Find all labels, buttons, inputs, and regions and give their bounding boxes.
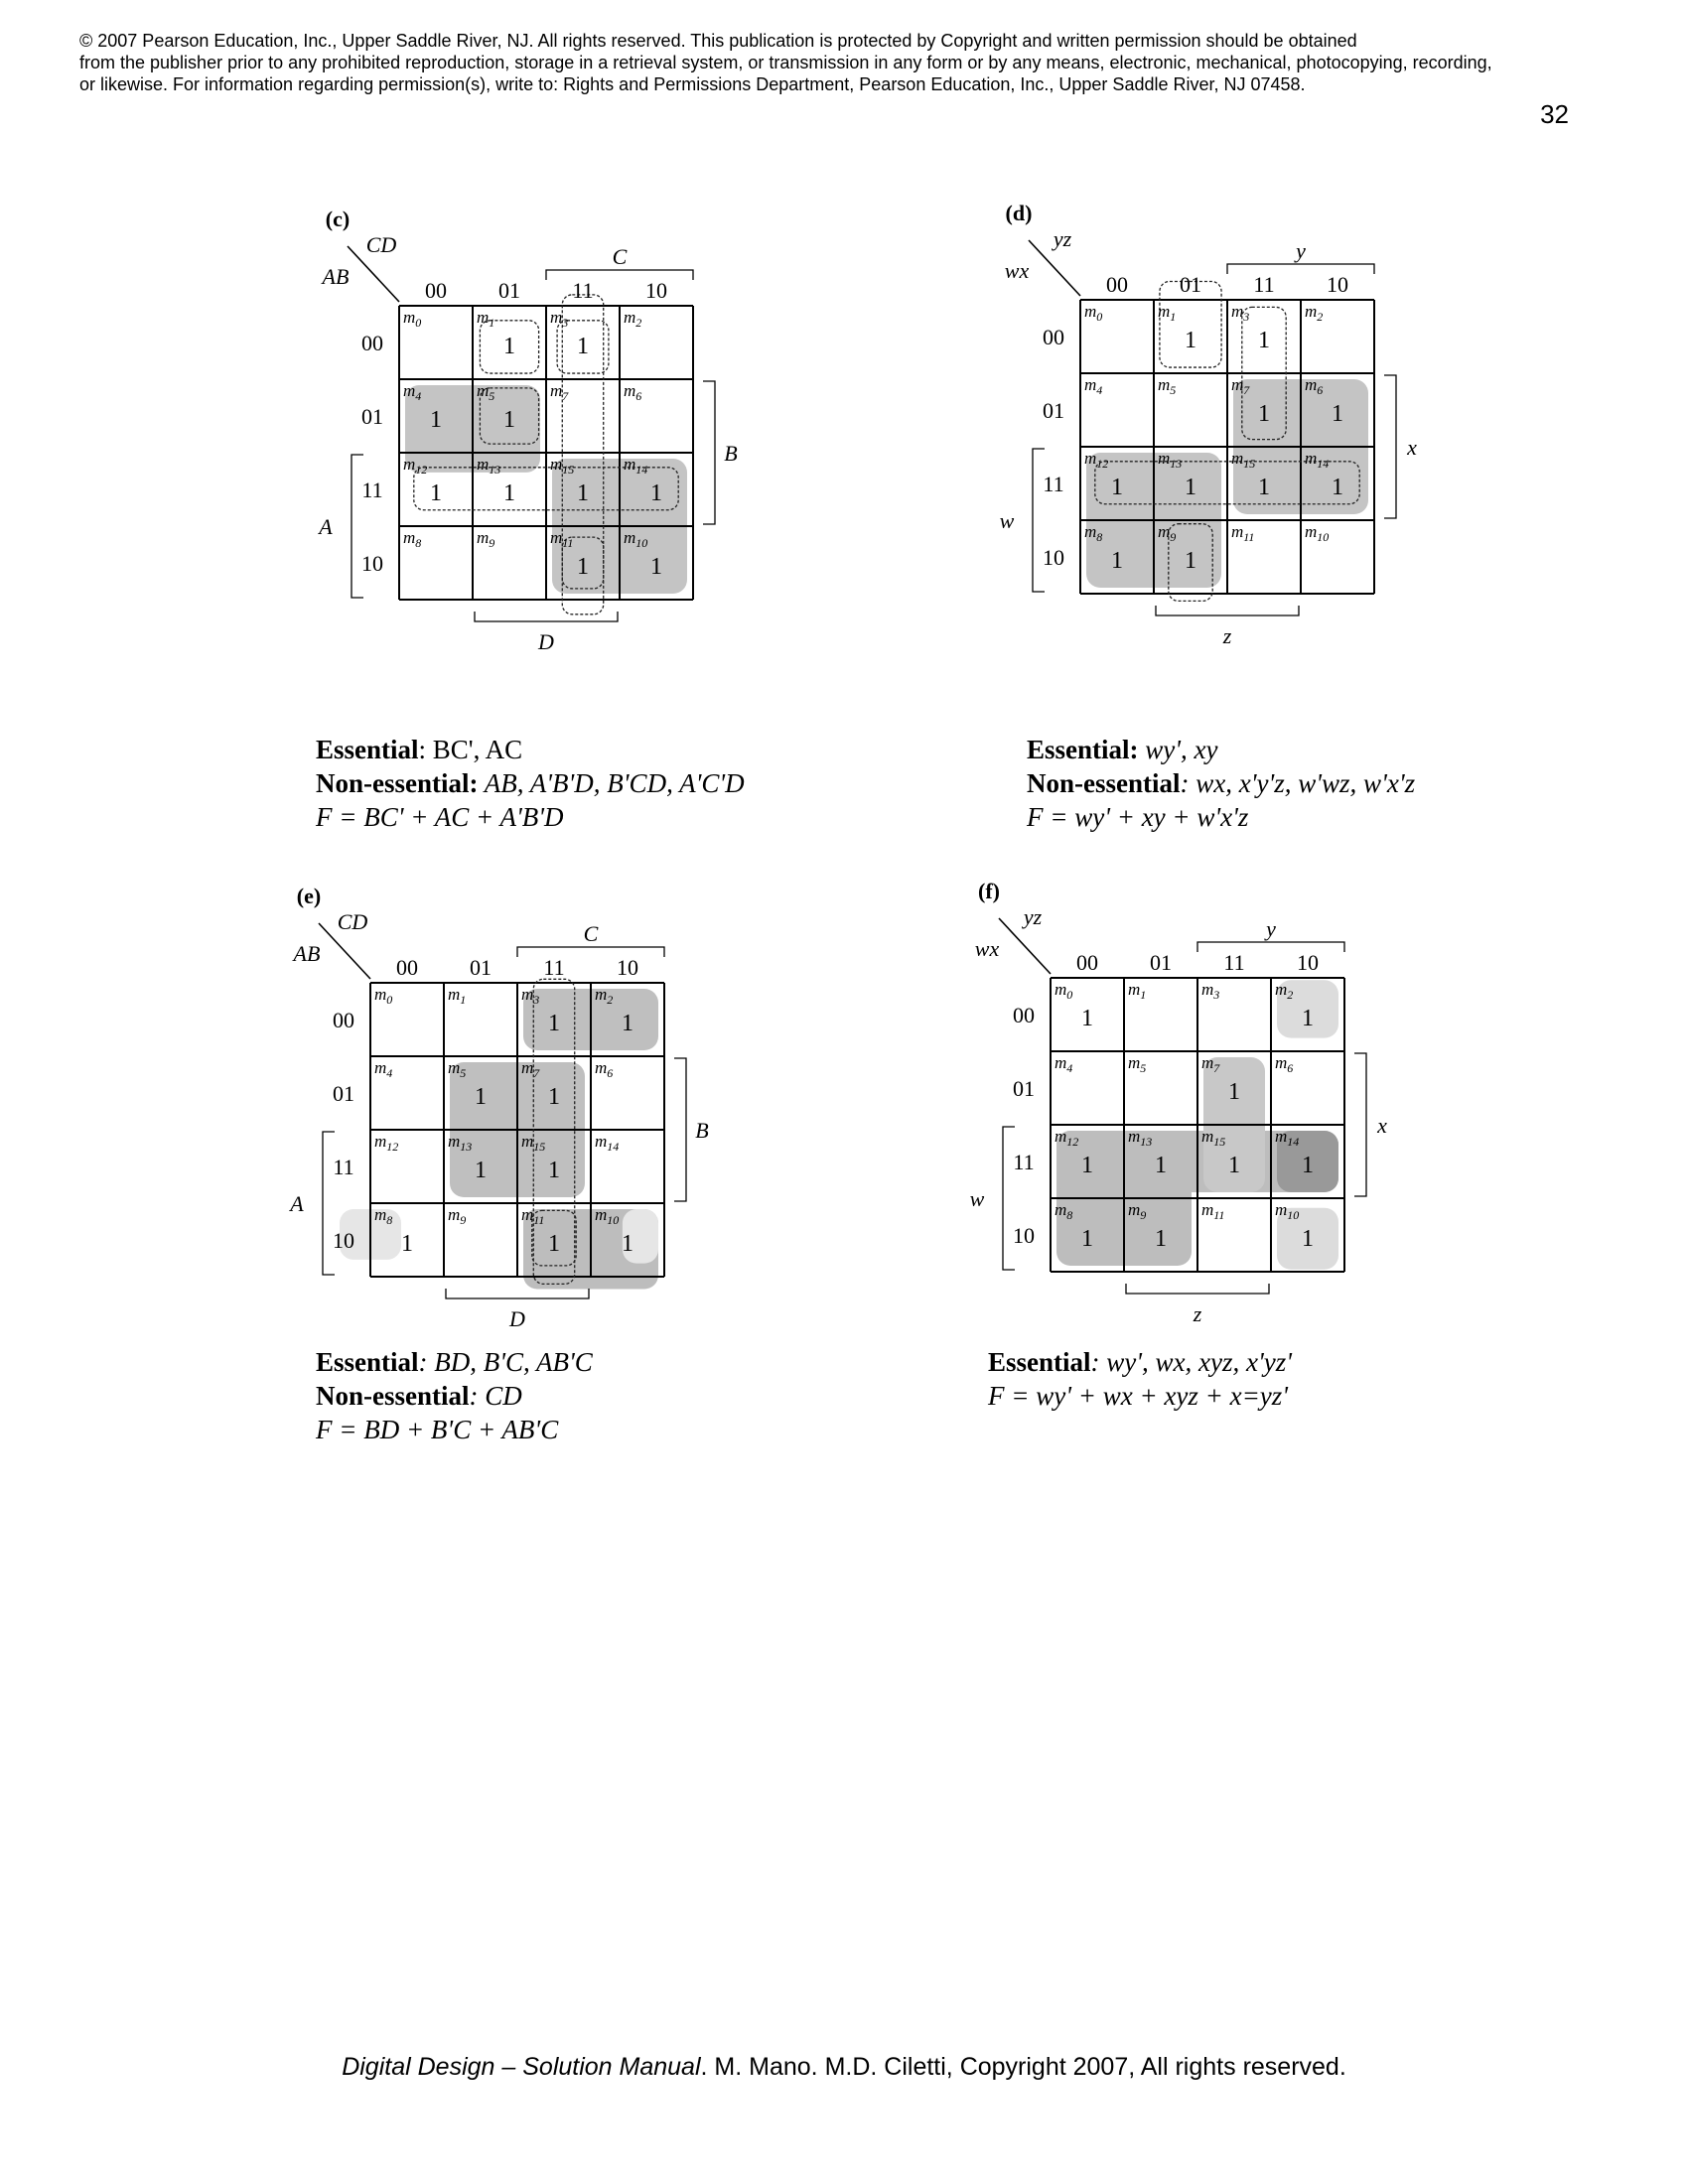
cell-value: 1 [548, 1084, 560, 1110]
cell-value: 1 [430, 407, 442, 433]
minterm-label: $m_{11}$ [521, 1205, 545, 1227]
cell-value: 1 [1258, 401, 1270, 427]
minterm-label: $m_7$ [521, 1058, 540, 1080]
column-code: 00 [1076, 950, 1098, 975]
left-bracket [1003, 1127, 1015, 1270]
cell-value: 1 [1155, 1153, 1167, 1178]
minterm-label: $m_8$ [374, 1205, 393, 1227]
column-code: 11 [543, 955, 565, 980]
row-code: 10 [361, 551, 383, 576]
minterm-label: $m_3$ [1231, 302, 1250, 324]
row-code: 10 [1043, 545, 1064, 570]
top-bracket [546, 270, 693, 280]
top-variable: y [1296, 238, 1306, 263]
column-code: 00 [1106, 272, 1128, 297]
cell-value: 1 [1228, 1153, 1240, 1178]
page-number: 32 [1540, 99, 1569, 129]
copyright-line: from the publisher prior to any prohibited reproduction, storage in a retrieval system, or transmission in any form or by any means, electronic, mechanical, photocopying, recording, [79, 53, 1492, 72]
column-variables: yz [1023, 904, 1043, 929]
minterm-label: $m_4$ [374, 1058, 393, 1080]
minterm-label: $m_{10}$ [595, 1205, 620, 1227]
minterm-label: $m_1$ [1128, 980, 1147, 1002]
top-bracket [517, 947, 664, 957]
bottom-variable: z [1222, 623, 1232, 648]
column-code: 01 [1150, 950, 1172, 975]
nonessential-label: Non-essential [316, 1381, 470, 1411]
map-label: (d) [1005, 201, 1033, 225]
essential-terms: : BC', AC [418, 735, 523, 764]
caption-d [1027, 733, 1415, 834]
minterm-label: $m_1$ [1158, 302, 1177, 324]
row-code: 10 [333, 1228, 354, 1253]
footer-credits: . M. Mano. M.D. Ciletti, Copyright 2007, All rights reserved. [700, 2053, 1346, 2081]
minterm-label: $m_2$ [1305, 302, 1324, 324]
column-variables: yz [1053, 226, 1072, 251]
left-bracket [1033, 449, 1045, 592]
minterm-label: $m_{15}$ [1231, 449, 1256, 471]
cell-value: 1 [650, 480, 662, 506]
top-variable: y [1266, 916, 1276, 941]
column-code: 10 [645, 278, 667, 303]
minterm-label: $m_6$ [1305, 375, 1324, 397]
cell-value: 1 [503, 334, 515, 359]
minterm-label: $m_7$ [1201, 1053, 1220, 1075]
minterm-label: $m_5$ [448, 1058, 467, 1080]
left-bracket [323, 1132, 335, 1275]
cell-value: 1 [1228, 1079, 1240, 1105]
column-code: 11 [1253, 272, 1275, 297]
copyright-line: © 2007 Pearson Education, Inc., Upper Saddle River, NJ. All rights reserved. This publication is protected by Copyright and written permission should be obtained [79, 31, 1357, 51]
cell-value: 1 [548, 1158, 560, 1183]
row-code: 00 [1013, 1003, 1035, 1027]
cell-value: 1 [401, 1231, 413, 1257]
essential-terms: wy', xy [1138, 735, 1218, 764]
map-label: (c) [325, 206, 351, 231]
right-variable: B [695, 1118, 709, 1143]
row-code: 11 [333, 1155, 354, 1179]
cell-value: 1 [1185, 475, 1196, 500]
cell-value: 1 [1302, 1006, 1314, 1031]
minterm-label: $m_3$ [1201, 980, 1220, 1002]
minterm-label: $m_9$ [448, 1205, 467, 1227]
row-variables: wx [974, 936, 1000, 961]
left-bracket [352, 455, 363, 598]
minterm-label: $m_{10}$ [1305, 522, 1330, 544]
cell-value: 1 [1081, 1153, 1093, 1178]
nonessential-terms: AB, A'B'D, B'CD, A'C'D [478, 768, 745, 798]
row-code: 00 [333, 1008, 354, 1032]
minterm-label: $m_{15}$ [521, 1132, 546, 1154]
essential-label: Essential: [1027, 735, 1139, 764]
bottom-variable: D [509, 1306, 525, 1331]
minterm-label: $m_1$ [448, 985, 467, 1007]
right-bracket [1384, 375, 1396, 518]
bottom-variable: z [1193, 1301, 1202, 1326]
cell-value: 1 [1155, 1226, 1167, 1252]
column-code: 00 [425, 278, 447, 303]
row-code: 01 [333, 1081, 354, 1106]
cell-value: 1 [548, 1231, 560, 1257]
top-variable: C [583, 921, 599, 946]
book-title: Digital Design – Solution Manual [342, 2053, 701, 2081]
row-code: 01 [361, 404, 383, 429]
cell-value: 1 [1258, 475, 1270, 500]
minterm-label: $m_9$ [477, 528, 495, 550]
essential-label: Essential [316, 1347, 419, 1377]
nonessential-label: Non-essential [1027, 768, 1181, 798]
row-variables: AB [293, 941, 321, 966]
minterm-label: $m_{11}$ [1201, 1200, 1225, 1222]
column-code: 11 [572, 278, 594, 303]
minterm-label: $m_1$ [477, 308, 495, 330]
right-bracket [1354, 1053, 1366, 1196]
cell-value: 1 [1332, 475, 1343, 500]
minterm-label: $m_{11}$ [1231, 522, 1255, 544]
cell-value: 1 [622, 1231, 633, 1257]
caption-c [316, 733, 745, 834]
cell-value: 1 [1302, 1153, 1314, 1178]
nonessential-label: Non-essential: [316, 768, 479, 798]
minterm-label: $m_6$ [595, 1058, 614, 1080]
right-bracket [703, 381, 715, 524]
minterm-label: $m_5$ [1128, 1053, 1147, 1075]
minterm-label: $m_{12}$ [1055, 1127, 1079, 1149]
minterm-label: $m_{10}$ [1275, 1200, 1300, 1222]
column-variables: CD [365, 232, 397, 257]
cell-value: 1 [503, 480, 515, 506]
left-variable: A [290, 1191, 304, 1216]
column-variables: CD [337, 909, 368, 934]
minterm-label: $m_{14}$ [624, 455, 648, 477]
nonessential-terms: : wx, x'y'z, w'wz, w'x'z [1180, 768, 1416, 798]
cell-value: 1 [1258, 328, 1270, 353]
minterm-label: $m_5$ [1158, 375, 1177, 397]
minterm-label: $m_9$ [1158, 522, 1177, 544]
minterm-label: $m_0$ [403, 308, 422, 330]
cell-value: 1 [475, 1084, 487, 1110]
minterm-label: $m_{13}$ [1128, 1127, 1153, 1149]
essential-label: Essential [316, 735, 419, 764]
cell-value: 1 [1111, 475, 1123, 500]
row-code: 11 [361, 478, 383, 502]
minterm-label: $m_2$ [595, 985, 614, 1007]
row-variables: AB [322, 264, 350, 289]
minterm-label: $m_2$ [624, 308, 642, 330]
minterm-label: $m_{13}$ [448, 1132, 473, 1154]
function-expression: F = wy' + xy + w'x'z [1027, 802, 1249, 832]
cell-value: 1 [1185, 548, 1196, 574]
minterm-label: $m_{12}$ [403, 455, 428, 477]
map-label: (f) [978, 879, 1000, 903]
minterm-label: $m_7$ [550, 381, 569, 403]
minterm-label: $m_3$ [550, 308, 569, 330]
column-code: 01 [1180, 272, 1201, 297]
row-code: 01 [1043, 398, 1064, 423]
minterm-label: $m_{11}$ [550, 528, 574, 550]
column-code: 10 [1327, 272, 1348, 297]
bottom-variable: D [538, 629, 554, 654]
minterm-label: $m_{12}$ [1084, 449, 1109, 471]
minterm-label: $m_8$ [403, 528, 422, 550]
minterm-label: $m_{14}$ [1275, 1127, 1300, 1149]
bottom-bracket [1156, 606, 1299, 615]
column-code: 10 [617, 955, 638, 980]
cell-value: 1 [577, 480, 589, 506]
minterm-label: $m_0$ [1055, 980, 1073, 1002]
left-variable: A [319, 514, 333, 539]
minterm-label: $m_{13}$ [1158, 449, 1183, 471]
column-code: 01 [498, 278, 520, 303]
minterm-label: $m_3$ [521, 985, 540, 1007]
minterm-label: $m_4$ [1055, 1053, 1073, 1075]
left-variable: w [969, 1186, 985, 1211]
copyright-line: or likewise. For information regarding permission(s), write to: Rights and Permissions Department, Pearson Education, Inc., Upper Saddle River, NJ 07458. [79, 74, 1306, 94]
minterm-label: $m_{13}$ [477, 455, 501, 477]
cell-value: 1 [1081, 1226, 1093, 1252]
row-code: 00 [1043, 325, 1064, 349]
caption-e [316, 1345, 593, 1446]
nonessential-terms: : CD [469, 1381, 522, 1411]
top-bracket [1197, 942, 1344, 952]
cell-value: 1 [475, 1158, 487, 1183]
minterm-label: $m_9$ [1128, 1200, 1147, 1222]
cell-value: 1 [430, 480, 442, 506]
essential-terms: : wy', wx, xyz, x'yz' [1090, 1347, 1293, 1377]
minterm-label: $m_5$ [477, 381, 495, 403]
bottom-bracket [446, 1289, 589, 1298]
column-code: 10 [1297, 950, 1319, 975]
essential-label: Essential [988, 1347, 1091, 1377]
minterm-label: $m_{15}$ [550, 455, 575, 477]
cell-value: 1 [577, 334, 589, 359]
function-expression: F = wy' + wx + xyz + x=yz' [988, 1381, 1289, 1411]
top-variable: C [612, 244, 628, 269]
grouping-shades [337, 379, 1368, 1290]
cell-value: 1 [1302, 1226, 1314, 1252]
caption-f [988, 1345, 1292, 1413]
cell-value: 1 [622, 1011, 633, 1036]
minterm-label: $m_0$ [1084, 302, 1103, 324]
page-footer [0, 2053, 1688, 2082]
minterm-label: $m_{10}$ [624, 528, 648, 550]
cell-value: 1 [577, 554, 589, 580]
essential-terms: : BD, B'C, AB'C [418, 1347, 593, 1377]
column-code: 11 [1223, 950, 1245, 975]
row-code: 11 [1013, 1150, 1035, 1174]
cell-value: 1 [1111, 548, 1123, 574]
right-variable: B [724, 441, 738, 466]
minterm-label: $m_4$ [403, 381, 422, 403]
right-bracket [674, 1058, 686, 1201]
column-code: 00 [396, 955, 418, 980]
row-code: 00 [361, 331, 383, 355]
minterm-label: $m_7$ [1231, 375, 1250, 397]
minterm-label: $m_6$ [624, 381, 642, 403]
minterm-label: $m_2$ [1275, 980, 1294, 1002]
cell-value: 1 [503, 407, 515, 433]
top-bracket [1227, 264, 1374, 274]
column-code: 01 [470, 955, 492, 980]
bottom-bracket [475, 612, 618, 621]
minterm-label: $m_0$ [374, 985, 393, 1007]
right-variable: x [1407, 435, 1417, 460]
row-code: 01 [1013, 1076, 1035, 1101]
cell-value: 1 [650, 554, 662, 580]
function-expression: F = BC' + AC + A'B'D [316, 802, 564, 832]
minterm-label: $m_8$ [1055, 1200, 1073, 1222]
minterm-label: $m_4$ [1084, 375, 1103, 397]
function-expression: F = BD + B'C + AB'C [316, 1415, 559, 1444]
cell-value: 1 [1081, 1006, 1093, 1031]
map-label: (e) [296, 884, 322, 908]
row-code: 10 [1013, 1223, 1035, 1248]
bottom-bracket [1126, 1284, 1269, 1294]
minterm-label: $m_6$ [1275, 1053, 1294, 1075]
cell-value: 1 [1185, 328, 1196, 353]
minterm-label: $m_{12}$ [374, 1132, 399, 1154]
cell-value: 1 [1332, 401, 1343, 427]
cell-value: 1 [548, 1011, 560, 1036]
row-code: 11 [1043, 472, 1064, 496]
minterm-label: $m_8$ [1084, 522, 1103, 544]
minterm-label: $m_{15}$ [1201, 1127, 1226, 1149]
minterm-label: $m_{14}$ [595, 1132, 620, 1154]
left-variable: w [999, 508, 1015, 533]
right-variable: x [1377, 1113, 1387, 1138]
row-variables: wx [1004, 258, 1030, 283]
minterm-label: $m_{14}$ [1305, 449, 1330, 471]
